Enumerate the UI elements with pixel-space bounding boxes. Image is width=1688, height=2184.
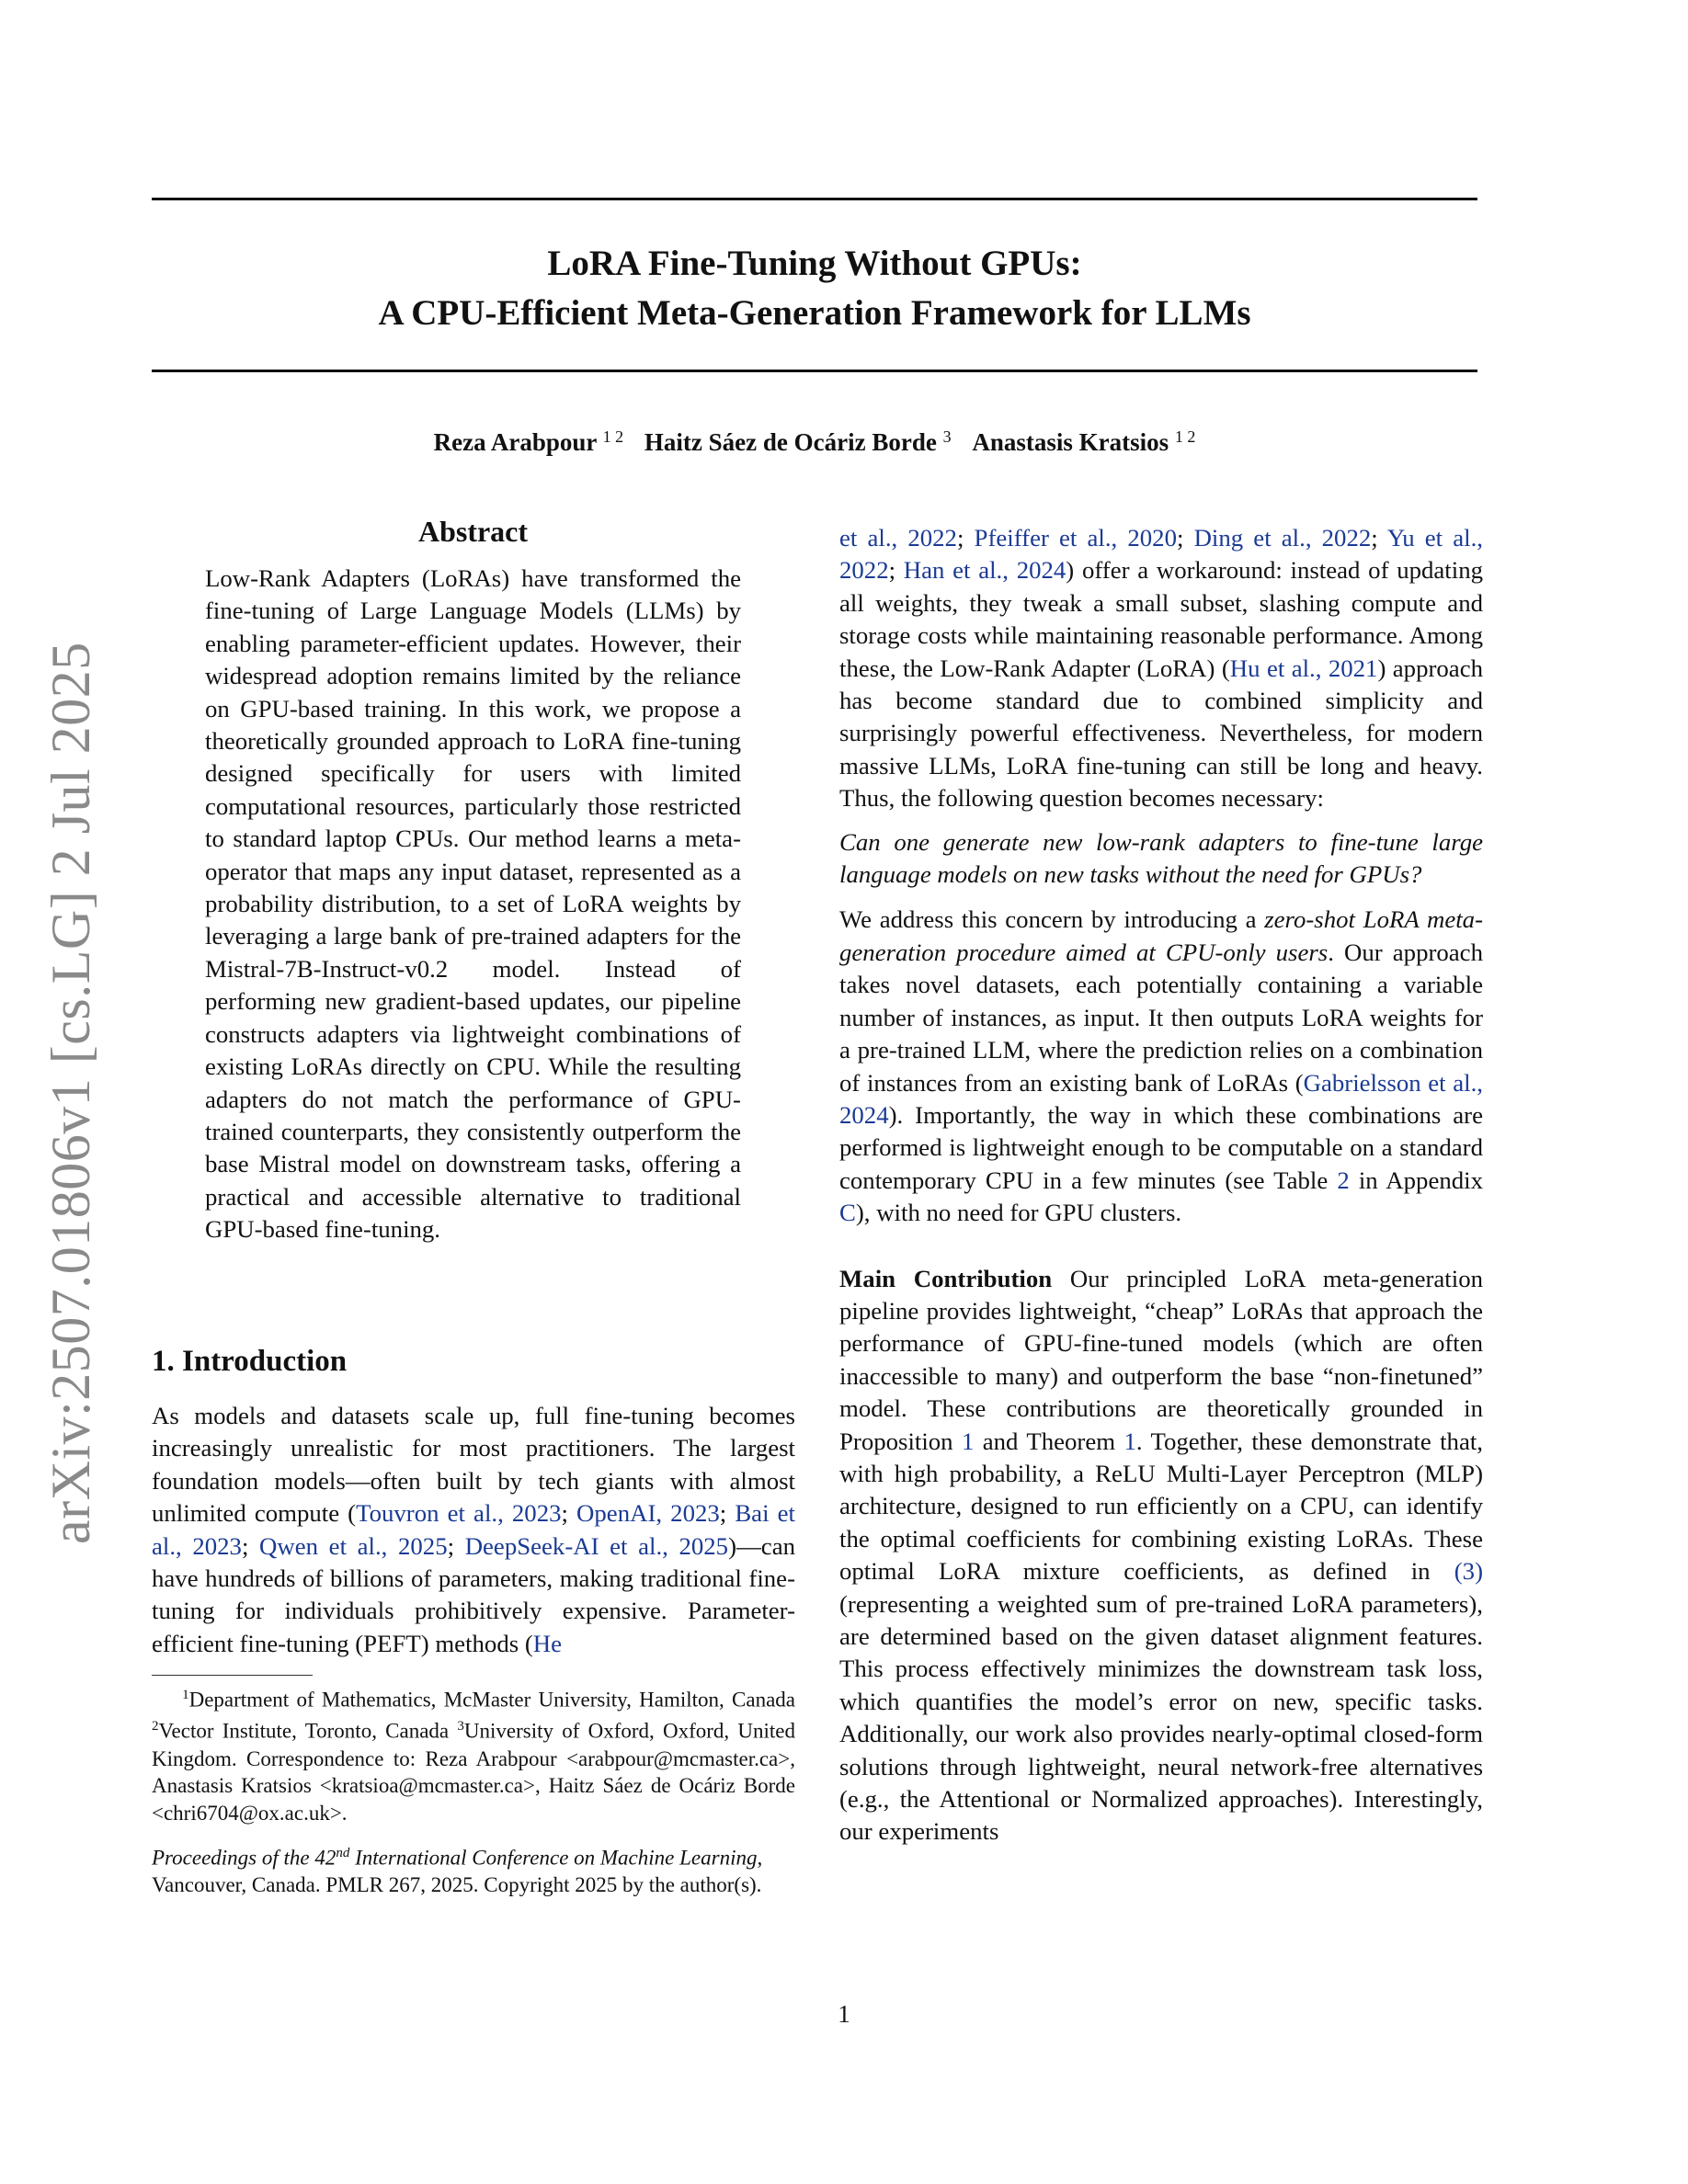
arxiv-side-stamp: arXiv:2507.01806v1 [cs.LG] 2 Jul 2025	[40, 642, 101, 1544]
proposition-reference-link[interactable]: 1	[961, 1427, 975, 1455]
citation-link[interactable]: Touvron et al., 2023	[356, 1499, 562, 1528]
affiliation-footnote: $^1$Department of Mathematics, McMaster University, Hamilton, Canada $^2$Vector Institute, Toronto, Canada $^3$University of Oxford, Oxford, United Kingdom. Correspondence to: Reza Arabpour <arabpour@mcmaster.ca>, Anastasis Kratsios <kratsioa@mcmaster.ca>, Haitz Sáez de Ocáriz Borde <chri6704@ox.ac.uk>.	[152, 1688, 796, 1825]
citation-link[interactable]: Qwen et al., 2025	[259, 1531, 448, 1560]
right-paragraph-1: et al., 2022; Pfeiffer et al., 2020; Ding et al., 2022; Yu et al., 2022; Han et al., 2024) offer a workaround: instead of updating all weights, they tweak a small subset, slashing compute and storage costs while maintaining reasonable performance. Among these, the Low-Rank Adapter (LoRA) (Hu et al., 2021) approach has become standard due to combined simplicity and surprisingly powerful effectiveness. Nevertheless, for modern massive LLMs, LoRA fine-tuning can still be long and heavy. Thus, the following question becomes necessary:	[839, 524, 1483, 813]
citation-link[interactable]: et al., 2022	[839, 524, 957, 552]
citation-link[interactable]: Pfeiffer et al., 2020	[974, 524, 1177, 552]
citation-link[interactable]: OpenAI, 2023	[576, 1499, 720, 1528]
right-paragraph-3: Main Contribution Our principled LoRA meta-generation pipeline provides lightweight, “cheap” LoRAs that approach the performance of GPU-fine-tuned models (which are often inaccessible to many) and outperform the base “non-finetuned” model. These contributions are theoretically grounded in Proposition 1 and Theorem 1. Together, these demonstrate that, with high probability, a ReLU Multi-Layer Perceptron (MLP) architecture, designed to run efficiently on a CPU, can identify the optimal coefficients for combining existing LoRAs. These optimal LoRA mixture coefficients, as defined in (3) (representing a weighted sum of pre-trained LoRA parameters), are determined based on the given dataset alignment features. This process effectively minimizes the downstream task loss, which quantifies the model’s error on new, specific tasks. Additionally, our work also provides nearly-optimal closed-form solutions through lightweight, neural network-free alternatives (e.g., the Attentional or Normalized approaches). Interestingly, our experiments	[839, 1264, 1483, 1846]
author-3: Anastasis Kratsios $^{1 2}$	[972, 427, 1196, 456]
citation-link[interactable]: Han et al., 2024	[903, 556, 1066, 585]
citation-link[interactable]: Yu et al., 2022	[839, 524, 1483, 585]
page-number: 1	[838, 2000, 850, 2028]
equation-reference-link[interactable]: (3)	[1454, 1557, 1483, 1586]
right-paragraph-2: We address this concern by introducing a zero-shot LoRA meta-generation procedure aimed at CPU-only users. Our approach takes novel datasets, each potentially containing a variable number of instances, as input. It then outputs LoRA weights for a pre-trained LLM, where the prediction relies on a combination of instances from an existing bank of LoRAs (Gabrielsson et al., 2024). Importantly, the way in which these combinations are performed is lightweight enough to be computable on a standard contemporary CPU in a few minutes (see Table 2 in Appendix C), with no need for GPU clusters.	[839, 905, 1483, 1227]
author-1: Reza Arabpour $^{1 2}$	[433, 427, 624, 456]
appendix-reference-link[interactable]: C	[839, 1199, 856, 1227]
paragraph-heading: Main Contribution	[839, 1264, 1053, 1292]
abstract-text: Low-Rank Adapters (LoRAs) have transformed the fine-tuning of Large Language Models (LLMs) by enabling parameter-efficient updates. However, their widespread adoption remains limited by the reliance on GPU-based training. In this work, we propose a theoretically grounded approach to LoRA fine-tuning designed specifically for users with limited computational resources, particularly those restricted to standard laptop CPUs. Our method learns a meta-operator that maps any input dataset, represented as a probability distribution, to a set of LoRA weights by leveraging a large bank of pre-trained adapters for the Mistral-7B-Instruct-v0.2 model. Instead of performing new gradient-based updates, our pipeline constructs adapters via lightweight combinations of existing LoRAs directly on CPU. While the resulting adapters do not match the performance of GPU-trained counterparts, they consistently outperform the base Mistral model on downstream tasks, offering a practical and accessible alternative to traditional GPU-based fine-tuning.	[205, 564, 741, 1244]
citation-link[interactable]: Bai et al., 2023	[152, 1499, 795, 1560]
citation-link[interactable]: Ding et al., 2022	[1193, 524, 1372, 552]
research-question: Can one generate new low-rank adapters to fine-tune large language models on new tasks without the need for GPUs?	[839, 827, 1483, 889]
citation-link[interactable]: He	[532, 1629, 563, 1657]
paper-title-line-2: A CPU-Efficient Meta-Generation Framework for LLMs	[378, 293, 1251, 333]
footnote-rule	[152, 1675, 313, 1676]
theorem-reference-link[interactable]: 1	[1123, 1427, 1136, 1455]
section-heading-introduction: 1. Introduction	[152, 1345, 348, 1378]
citation-link[interactable]: Gabrielsson et al., 2024	[839, 1068, 1483, 1129]
author-list	[152, 427, 1477, 457]
citation-link[interactable]: Hu et al., 2021	[1229, 654, 1378, 682]
right-column	[839, 522, 1483, 1848]
title-rule-bottom	[152, 370, 1477, 372]
introduction-paragraph: As models and datasets scale up, full fine-tuning becomes increasingly unrealistic for most practitioners. The largest foundation models—often built by tech giants with almost unlimited compute (Touvron et al., 2023; OpenAI, 2023; Bai et al., 2023; Qwen et al., 2025; DeepSeek-AI et al., 2025)—can have hundreds of billions of parameters, making traditional fine-tuning for individuals prohibitively expensive. Parameter-efficient fine-tuning (PEFT) methods (He	[152, 1402, 795, 1657]
citation-link[interactable]: DeepSeek-AI et al., 2025	[464, 1531, 729, 1560]
abstract-heading: Abstract	[417, 515, 529, 548]
author-2: Haitz Sáez de Ocáriz Borde $^3$	[644, 427, 952, 456]
table-reference-link[interactable]: 2	[1337, 1166, 1350, 1194]
title-rule-top	[152, 198, 1477, 200]
proceedings-note: Proceedings of the 42nd International Conference on Machine Learning, Vancouver, Canada. PMLR 267, 2025. Copyright 2025 by the author(s).	[152, 1846, 763, 1897]
paper-title-line-1: LoRA Fine-Tuning Without GPUs:	[547, 244, 1082, 283]
